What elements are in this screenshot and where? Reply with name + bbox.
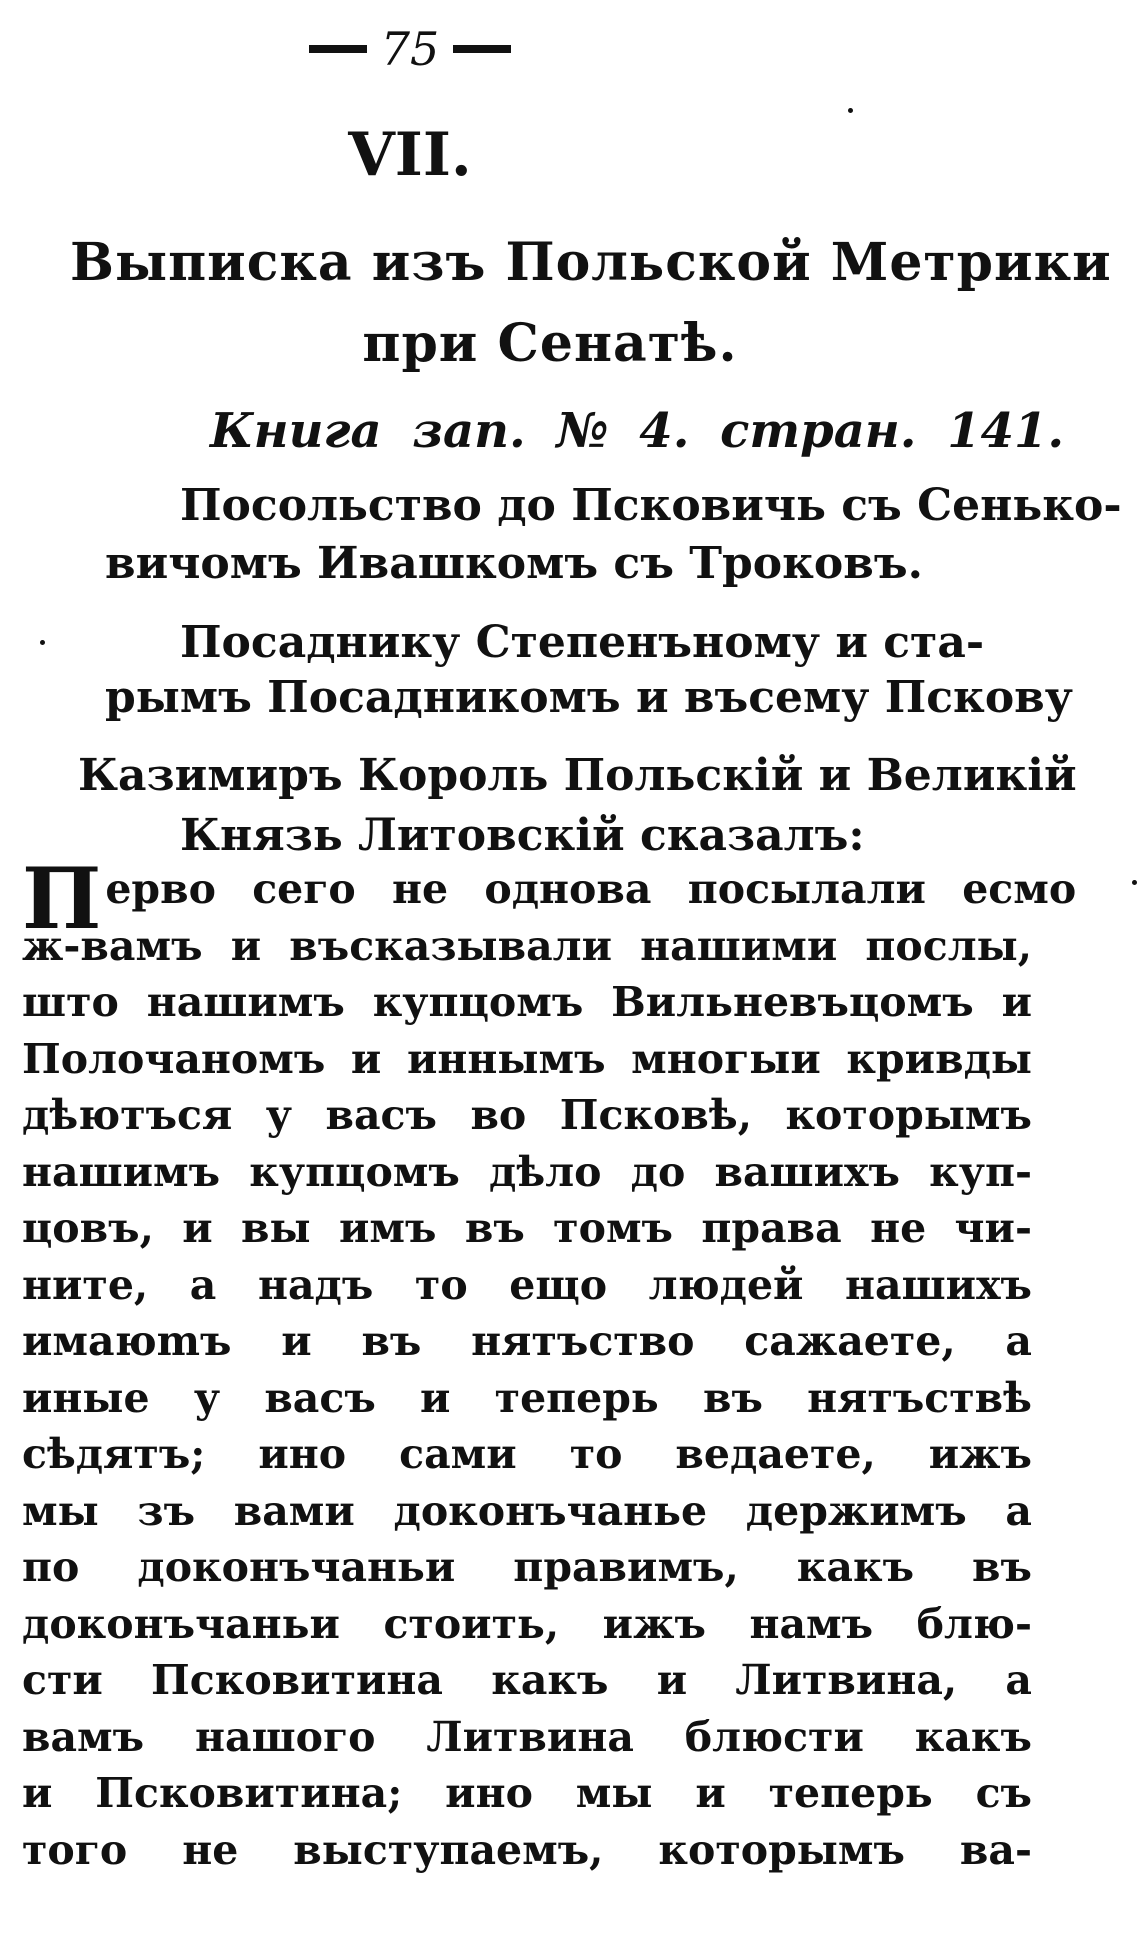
print-speck: [40, 640, 45, 645]
sender-line-2: Князь Литовскій сказалъ:: [180, 810, 865, 861]
body-line: [22, 1543, 1032, 1591]
body-line-text: ж-вамъ и въсказывали нашими послы,: [22, 921, 1032, 970]
body-line: [22, 1091, 1032, 1139]
body-line-text: иные у васъ и теперь въ нятъствѣ: [22, 1373, 1032, 1422]
body-line-text: цовъ, и вы имъ въ томъ права не чи-: [22, 1204, 1032, 1252]
body-line-text: сти Псковитина какъ и Литвина, а: [22, 1656, 1032, 1704]
body-line: [22, 1713, 1032, 1761]
body-line-text: сѣдятъ; ино сами то ведаете, ижъ: [22, 1430, 1032, 1478]
drop-cap: П: [22, 849, 102, 948]
body-line-text: имаюmъ и въ нятъство сажаете, а: [22, 1317, 1032, 1365]
document-title-line-2: при Сенатѣ.: [362, 313, 738, 374]
body-line-text: што нашимъ купцомъ Вильневъцомъ и: [22, 978, 1032, 1026]
body-line-text: Полочаномъ и иннымъ многыи кривды: [22, 1034, 1032, 1083]
page-header: [0, 22, 820, 76]
body-line-text: ните, а надъ то ещо людей нашихъ: [22, 1260, 1032, 1309]
body-line-text: вамъ нашого Литвина блюсти какъ: [22, 1712, 1032, 1761]
header-dash-right: [453, 45, 511, 53]
body-line-text: мы зъ вами доконъчанье держимъ а: [22, 1486, 1032, 1535]
body-line: [22, 1317, 1032, 1365]
body-line: [22, 1487, 1032, 1535]
body-line: [22, 1261, 1032, 1309]
body-line-text: дѣютъся у васъ во Псковѣ, которымъ: [22, 1091, 1032, 1139]
embassy-heading-line-1: Посольство до Псковичь съ Сенько-: [180, 480, 1122, 531]
body-line: [22, 1826, 1032, 1874]
print-speck: [1132, 880, 1137, 885]
body-line-text: и Псковитина; ино мы и теперь съ: [22, 1769, 1032, 1817]
body-line: [22, 1769, 1032, 1817]
print-speck: [848, 108, 853, 113]
address-line-1: Посаднику Степенъному и ста-: [180, 617, 985, 668]
body-line: [22, 1374, 1032, 1422]
header-dash-left: [309, 45, 367, 53]
body-line: [22, 1656, 1032, 1704]
body-line: [22, 1035, 1032, 1083]
body-line-text: доконъчаньи стоить, ижъ намъ блю-: [22, 1599, 1032, 1648]
document-title-line-1: Выписка изъ Польской Метрики: [70, 232, 1112, 293]
body-line: [22, 922, 1032, 970]
body-line-text: ерво сего не однова посылали есмо: [105, 865, 1077, 913]
body-line: [22, 978, 1032, 1026]
section-number: VII.: [348, 120, 472, 190]
body-line-text: того не выступаемъ, которымъ ва-: [22, 1825, 1032, 1874]
body-line-text: нашимъ купцомъ дѣло до вашихъ куп-: [22, 1147, 1032, 1196]
embassy-heading-line-2: вичомъ Ивашкомъ съ Троковъ.: [105, 538, 923, 589]
body-line-text: по доконъчаньи правимъ, какъ въ: [22, 1543, 1032, 1591]
page-number: 75: [380, 22, 440, 76]
body-line: [22, 1430, 1032, 1478]
book-reference: Книга зап. № 4. стран. 141.: [210, 403, 1065, 459]
body-line: [22, 1204, 1032, 1252]
body-line: [22, 1148, 1032, 1196]
body-line: [22, 1600, 1032, 1648]
address-line-2: рымъ Посадникомъ и въсему Пскову: [105, 672, 1073, 723]
sender-line-1: Казимиръ Король Польскій и Великій: [78, 750, 1077, 801]
